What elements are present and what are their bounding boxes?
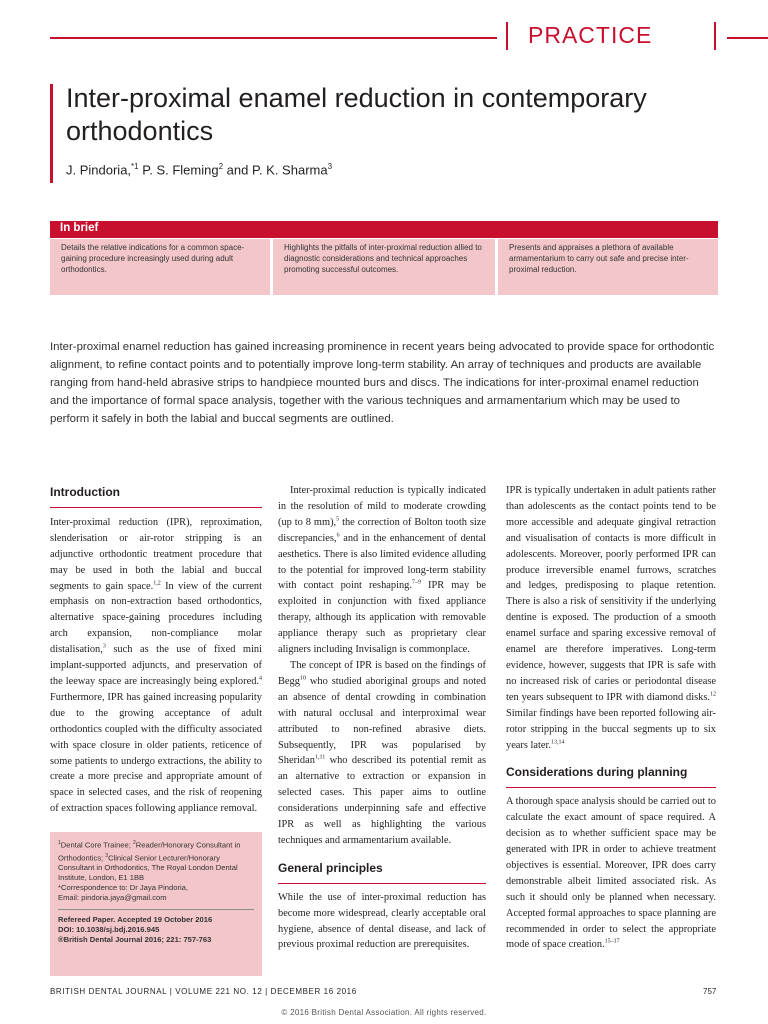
column-1 [50,483,262,817]
body-paragraph: Inter-proximal reduction is typically indicated in the resolution of mild to moderate crowding (up to 8 mm),$^5$ the correction of Bolton tooth size discrepancies,$^6$ and in the enhancement of dental aesthetics. There is also limited evidence alluding to the potential for improved long-term stability with contact point reshaping.$^{7-9}$ IPR may be exploited in conjunction with fixed appliance therapy, although its application with removable appliance therapy such as proprietary clear aligners including Invisalign is commonplace. [278,485,486,656]
correspondence: *Correspondence to: Dr Jaya Pindoria, [58,883,189,893]
in-brief-heading: In brief [60,222,99,234]
in-brief-header [50,221,718,238]
section-rule [278,883,486,884]
refereed-note: Refereed Paper. Accepted 19 October 2016 [58,915,213,925]
header-rule-left [50,37,497,39]
affiliations-divider [58,909,254,910]
affiliations-box [50,832,262,976]
header-bar-right [714,22,716,50]
in-brief-point: Presents and appraises a plethora of available armamentarium to carry out safe and precise inter-proximal reduction. [498,239,718,295]
email: Email: pindoria.jaya@gmail.com [58,893,167,903]
author-list: J. Pindoria,$^{*1}$ P. S. Fleming$^2$ and P. K. Sharma$^3$ [66,162,333,178]
page-number: 757 [703,987,717,996]
title-accent-bar [50,84,53,183]
section-label: PRACTICE [528,22,653,48]
general-principles-heading: General principles [278,860,383,875]
section-rule [50,507,262,508]
introduction-heading: Introduction [50,485,120,499]
citation: ®British Dental Journal 2016; 221: 757-763 [58,935,212,945]
column-3 [506,483,716,953]
introduction-paragraph: Inter-proximal reduction (IPR), reproximation, slenderisation or air-rotor stripping is an adjunctive orthodontic treatment procedure that may be used in both the labial and buccal segments to gain space.$^{1,2}$ In view of the current emphasis on non-extraction based orthodontics, alternative space-gaining procedures including arch expansion, non-compliance molar distalisation,$^3$ such as the use of fixed mini implant-supported adjuncts, and preservation of the leeway space are increasingly being explored.$^4$ Furthermore, IPR has gained increasing popularity due to the growing acceptance of adult orthodontics coupled with the difficulty associated with space closure in older patients, reticence of some patients to undergo extractions, the ability to create a more precise and appropriate amount of space in selected cases, and the risk of reopening of extraction spaces following appliance removal. [50,516,262,815]
in-brief-point: Details the relative indications for a common space-gaining procedure increasingly used during adult orthodontics. [50,239,270,295]
column-2 [278,483,486,953]
affiliations-text: $^1$Dental Core Trainee; $^2$Reader/Honorary Consultant in Orthodontics; $^3$Clinical Senior Lecturer/Honorary Consultant in Orthodontics, The Royal London Dental Institute, London, E1 1BB [58,840,241,883]
body-paragraph: A thorough space analysis should be carried out to calculate the exact amount of space required. A decision as to whether sufficient space may be generated with IPR in order to achieve treatment objectives is essential. Moreover, IPR does carry demonstrable albeit limited associated risk. As such it should only be planned when necessary. Accepted formal approaches to space planning are recommended in order to select the appropriate mode of space creation.$^{15-17}$ [506,796,716,951]
in-brief-point: Highlights the pitfalls of inter-proximal reduction allied to diagnostic considerations and technical approaches promoting successful outcomes. [273,239,495,295]
body-paragraph: The concept of IPR is based on the findings of Begg$^{10}$ who studied aboriginal groups and noted an absence of dental crowding in combination with natural occlusal and interproximal wear attributed to non-refined abrasive diets. Subsequently, IPR was popularised by Sheridan$^{1,11}$ who described its potential remit as an alternative to extraction or expansion in selected cases. This paper aims to outline considerations underpinning safe and effective IPR as well as highlighting the various techniques and armamentarium available. [278,659,486,846]
header-bar-left [506,22,508,50]
section-rule [506,787,716,788]
copyright-notice: © 2016 British Dental Association. All rights reserved. [281,1008,487,1017]
article-title: Inter-proximal enamel reduction in contemporary orthodontics [66,83,647,146]
body-paragraph: IPR is typically undertaken in adult patients rather than adolescents as the contact points tend to be more accessible and adequate gingival retraction and visualisation of contacts is more difficult in adolescents. Moreover, poorly performed IPR can produce irreversible enamel furrows, scratches and ledges, predisposing to plaque retention. There is also a risk of sensitivity if the underlying dentine is exposed. The production of a smooth enamel surface and sparing excessive removal of enamel are therefore imperatives. Long-term evidence, however, suggests that IPR is safe with no increased risk of caries or periodontal disease ten years subsequent to IPR with diamond disks.$^{12}$ Similar findings have been reported following air-rotor stripping in the buccal segments up to six years later.$^{13,14}$ [506,485,716,751]
doi: DOI: 10.1038/sj.bdj.2016.945 [58,925,160,935]
considerations-heading: Considerations during planning [506,765,688,780]
header-rule-right [727,37,768,39]
journal-footer: BRITISH DENTAL JOURNAL | VOLUME 221 NO. 12 | DECEMBER 16 2016 [50,987,357,996]
abstract: Inter-proximal enamel reduction has gained increasing prominence in recent years being advocated to provide space for orthodontic alignment, to refine contact points and to potentially improve long-term stability. An array of techniques and products are available ranging from hand-held abrasive strips to handpiece mounted burs and discs. The indications for inter-proximal enamel reduction and the importance of formal space analysis, together with the various techniques and armamentarium which may be used to perform it safely in both the labial and buccal segments are outlined. [50,341,715,425]
body-paragraph: While the use of inter-proximal reduction has become more widespread, clearly acceptable oral hygiene, absence of dental disease, and lack of previous proximal reduction are prerequisites. [278,891,486,951]
